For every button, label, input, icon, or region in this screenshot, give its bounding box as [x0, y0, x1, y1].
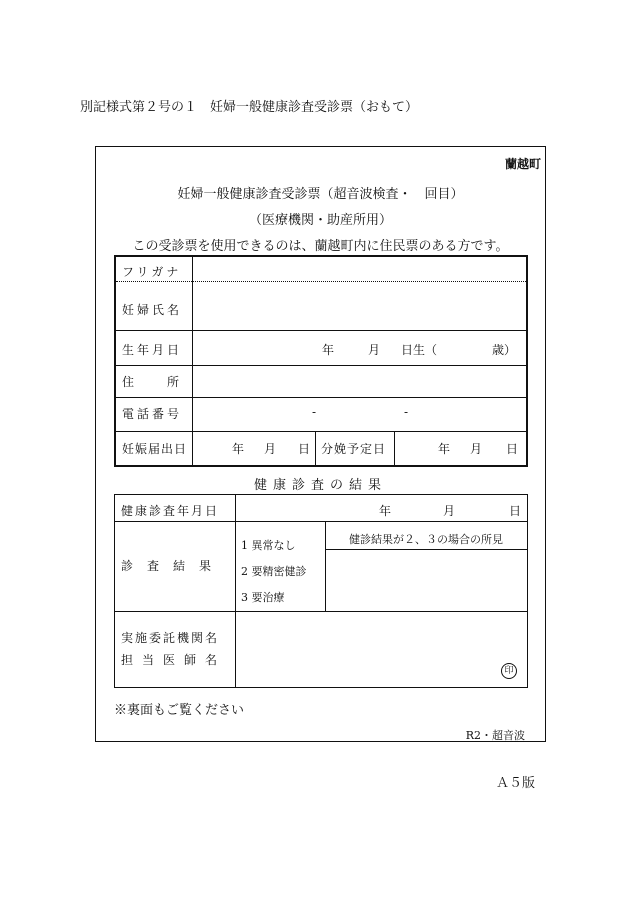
- label-column-divider: [235, 495, 236, 687]
- exam-voucher-frame: [95, 146, 546, 742]
- cell-divider: [315, 431, 316, 467]
- exam-date-label: 健康診査年月日: [121, 504, 220, 518]
- phone-label: 電話番号: [122, 407, 183, 421]
- address-label: 住 所: [122, 375, 183, 389]
- due-date-label: 分娩予定日: [321, 442, 387, 456]
- furigana-label: フリガナ: [122, 265, 182, 279]
- row-divider: [115, 521, 527, 522]
- dob-day-born: 日生（: [401, 343, 438, 357]
- name-label: 妊婦氏名: [122, 303, 183, 317]
- form-style-label: 別記様式第２号の１ 妊婦一般健康診査受診票（おもて）: [80, 100, 419, 115]
- voucher-title: 妊婦一般健康診査受診票（超音波検査・ 回目）: [177, 187, 464, 202]
- row-divider: [116, 397, 526, 398]
- dob-label: 生年月日: [122, 343, 183, 357]
- cell-divider: [394, 431, 395, 467]
- row-divider: [115, 611, 527, 612]
- results-heading: 健康診査の結果: [253, 478, 387, 493]
- findings-label: 健診結果が２、３の場合の所見: [349, 533, 503, 546]
- eligibility-notice: この受診票を使用できるのは、蘭越町内に住民票のある方です。: [132, 239, 509, 254]
- paper-size-label: Ａ５版: [496, 776, 536, 791]
- result-option-1: 1 異常なし: [241, 539, 296, 552]
- form-code: R2・超音波: [465, 729, 525, 742]
- exam-month: 月: [443, 504, 456, 518]
- report-month: 月: [264, 442, 277, 456]
- row-divider: [116, 431, 526, 432]
- seal-mark-icon: 印: [501, 663, 517, 679]
- phone-separator: -: [312, 405, 317, 419]
- dob-year: 年: [322, 343, 335, 357]
- institution-label: 実施委託機関名: [121, 631, 220, 645]
- exam-result-label: 診 査 結 果: [121, 559, 213, 573]
- dob-age: 歳）: [492, 343, 517, 357]
- result-option-3: 3 要治療: [241, 591, 285, 604]
- report-year: 年: [232, 442, 245, 456]
- report-day: 日: [298, 442, 311, 456]
- due-day: 日: [506, 442, 519, 456]
- due-month: 月: [470, 442, 483, 456]
- row-divider: [116, 365, 526, 366]
- exam-year: 年: [379, 504, 392, 518]
- pregnancy-report-label: 妊娠届出日: [122, 442, 188, 456]
- back-side-note: ※裏面もご覧ください: [114, 703, 245, 718]
- phone-separator: -: [404, 405, 409, 419]
- findings-divider: [325, 549, 527, 550]
- exam-day: 日: [509, 504, 522, 518]
- row-divider: [116, 330, 526, 331]
- exam-results-table: [114, 494, 528, 688]
- personal-info-table: [114, 255, 528, 467]
- cell-divider: [325, 521, 326, 611]
- result-option-2: 2 要精密健診: [241, 565, 307, 578]
- dob-month: 月: [368, 343, 381, 357]
- furigana-divider: [116, 281, 526, 282]
- voucher-subtitle: （医療機関・助産所用）: [248, 213, 392, 228]
- doctor-label: 担当医師名: [121, 653, 227, 667]
- label-column-divider: [192, 257, 193, 467]
- municipality-name: 蘭越町: [504, 157, 541, 171]
- due-year: 年: [438, 442, 451, 456]
